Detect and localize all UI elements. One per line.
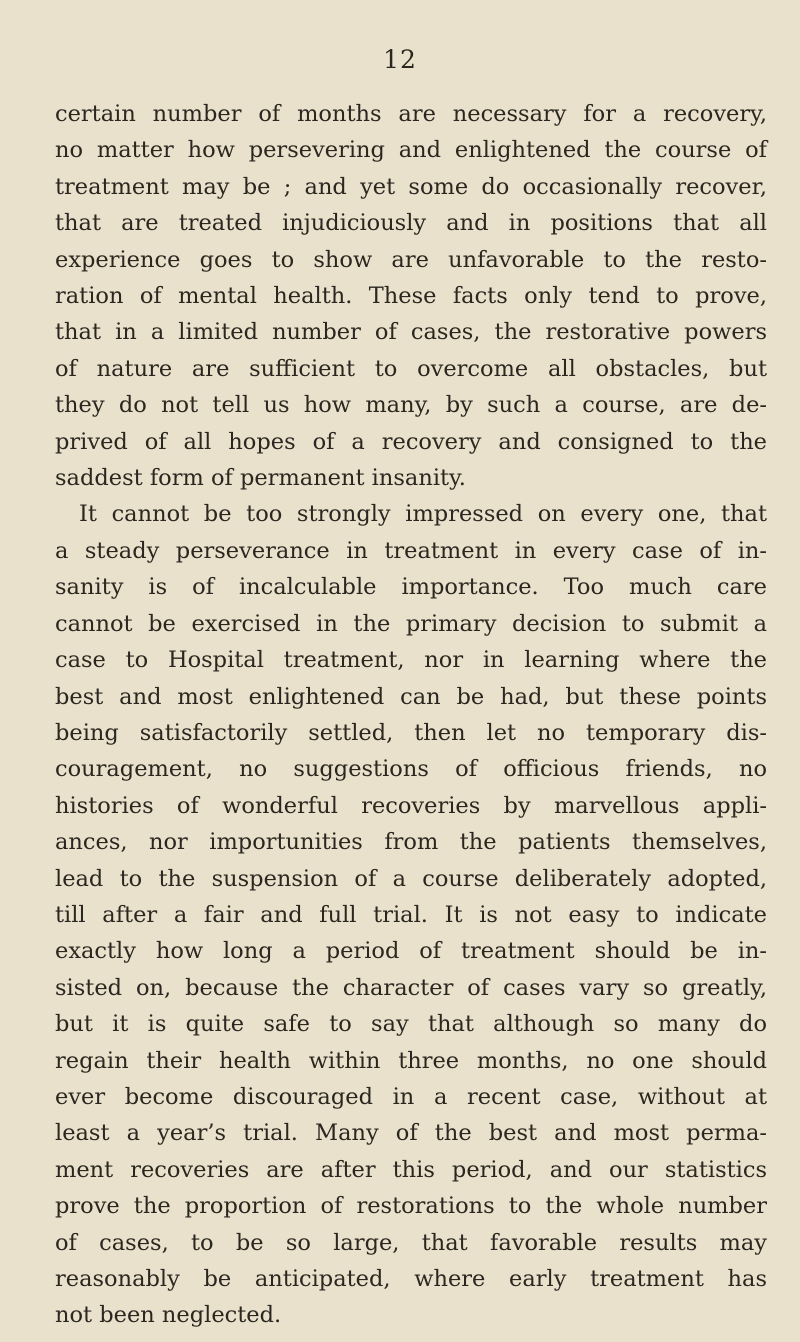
text-line: ances, nor importunities from the patients themselves, bbox=[55, 829, 767, 856]
text-line: sisted on, because the character of cases vary so greatly, bbox=[55, 974, 767, 1001]
text-line: saddest form of permanent insanity. bbox=[55, 465, 466, 492]
text-line: that are treated injudiciously and in positions that all bbox=[55, 210, 767, 237]
text-line: a steady perseverance in treatment in every case of in- bbox=[55, 537, 767, 564]
text-line: regain their health within three months, no one should bbox=[55, 1047, 767, 1074]
text-line: prived of all hopes of a recovery and consigned to the bbox=[55, 428, 767, 455]
text-line: couragement, no suggestions of officious friends, no bbox=[55, 756, 767, 783]
text-line: certain number of months are necessary for a recovery, bbox=[55, 101, 767, 127]
text-line: cannot be exercised in the primary decision to submit a bbox=[55, 610, 767, 637]
text-line: least a year’s trial. Many of the best and most perma- bbox=[55, 1120, 767, 1147]
text-line: histories of wonderful recoveries by marvellous appli- bbox=[55, 792, 767, 819]
text-line: being satisfactorily settled, then let no temporary dis- bbox=[55, 719, 767, 746]
text-line: sanity is of incalculable importance. Too much care bbox=[55, 574, 767, 601]
body-text bbox=[55, 96, 767, 1334]
text-line: they do not tell us how many, by such a course, are de- bbox=[55, 392, 767, 419]
text-line: case to Hospital treatment, nor in learning where the bbox=[55, 647, 767, 674]
text-line: ever become discouraged in a recent case, without at bbox=[55, 1083, 767, 1110]
text-line: of nature are sufficient to overcome all obstacles, but bbox=[55, 355, 767, 382]
text-line: of cases, to be so large, that favorable results may bbox=[55, 1229, 767, 1256]
text-line: prove the proportion of restorations to the whole number bbox=[55, 1193, 767, 1220]
text-line: reasonably be anticipated, where early treatment has bbox=[55, 1266, 767, 1292]
text-line: that in a limited number of cases, the restorative powers bbox=[55, 319, 767, 346]
text-line: experience goes to show are unfavorable to the resto- bbox=[55, 246, 767, 273]
text-line: ration of mental health. These facts only tend to prove, bbox=[55, 283, 767, 310]
text-line: till after a fair and full trial. It is not easy to indicate bbox=[55, 901, 767, 928]
text-line: It cannot be too strongly impressed on every one, that bbox=[79, 501, 767, 528]
page-number: 12 bbox=[383, 45, 417, 74]
text-line: no matter how persevering and enlightened the course of bbox=[55, 137, 767, 164]
text-line: exactly how long a period of treatment should be in- bbox=[55, 938, 767, 965]
text-line: best and most enlightened can be had, but these points bbox=[55, 683, 767, 710]
text-line: lead to the suspension of a course deliberately adopted, bbox=[55, 865, 767, 892]
text-line: treatment may be ; and yet some do occasionally recover, bbox=[55, 173, 767, 200]
text-line: ment recoveries are after this period, and our statistics bbox=[55, 1156, 767, 1183]
text-line: not been neglected. bbox=[55, 1302, 282, 1329]
text-line: but it is quite safe to say that although so many do bbox=[55, 1011, 767, 1038]
